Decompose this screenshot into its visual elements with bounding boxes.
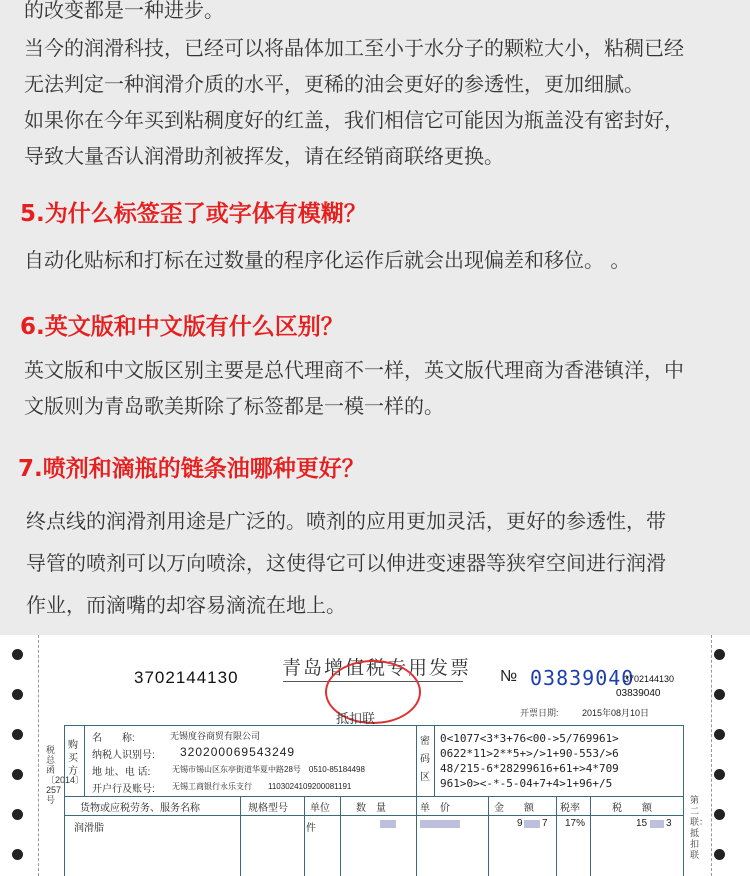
question-6-title: 6.英文版和中文版有什么区别？ [20, 314, 344, 340]
buyer-label: 购买方 [68, 740, 78, 777]
question-5-title: 5.为什么标签歪了或字体有模糊？ [20, 201, 367, 227]
invoice-code: 3702144130 [134, 668, 239, 687]
paragraph-1: 当今的润滑科技，已经可以将晶体加工至小于水分子的颗粒大小，粘稠已经 无法判定一种润滑介质的水平，更稀的油会更好的参透性，更加细腻。 [24, 36, 684, 96]
invoice-image [0, 635, 750, 876]
col-spec: 规格型号 [248, 803, 288, 814]
invoice-copy-label: 抵扣联 [336, 711, 376, 726]
cipher-label: 密码区 [420, 736, 430, 783]
col-unit: 单位 [310, 803, 330, 814]
buyer-addr: 无锡市锡山区东亭街道华夏中路28号 0510-85184498 [172, 765, 365, 774]
invoice-right-perforation [711, 635, 750, 876]
invoice-number: 03839040 [530, 666, 635, 690]
col-qty: 数 量 [356, 803, 386, 814]
item-tax-end: 3 [666, 818, 672, 829]
buyer-addr-label: 地 址、电 话: [92, 767, 151, 778]
question-5-answer: 自动化贴标和打标在过数量的程序化运作后就会出现偏差和移位。 。 [24, 248, 631, 272]
question-7-title: 7.喷剂和滴瓶的链条油哪种更好？ [18, 456, 365, 482]
col-rate: 税率 [560, 803, 580, 814]
buyer-tax-label: 纳税人识别号: [92, 750, 155, 761]
invoice-date-label: 开票日期: [520, 708, 559, 718]
col-amount: 金 额 [494, 803, 534, 814]
invoice-side-left: 税总函〔2014〕257号 [46, 745, 85, 805]
cipher-area: 0<1077<3*3+76<00->5/769961> 0622*11>2**5+>/>1+90-553/>6 48/215-6*28299616+61+>4*709 961>0><-*-5-04+7+4>1+96+/5 [440, 732, 619, 790]
col-price: 单 价 [420, 803, 450, 814]
buyer-bank-label: 开户行及账号: [92, 784, 155, 795]
item-name: 润滑脂 [74, 823, 104, 834]
item-rate: 17% [565, 818, 586, 829]
item-tax: 15 [636, 818, 648, 829]
invoice-no-label: № [500, 668, 518, 685]
paragraph-2: 如果你在今年买到粘稠度好的红盖，我们相信它可能因为瓶盖没有密封好， 导致大量否认润滑助剂被挥发，请在经销商联络更换。 [24, 108, 684, 168]
invoice-title: 青岛增值税专用发票 [282, 657, 472, 679]
question-7-answer: 终点线的润滑剂用途是广泛的。喷剂的应用更加灵活，更好的参透性，带 导管的喷剂可以万向喷涂，这使得它可以伸进变速器等狭窄空间进行润滑 作业，而滴嘴的却容易滴流在地上。 [26, 509, 666, 617]
invoice-code-small: 3702144130 [624, 674, 675, 684]
buyer-name-label: 名 称: [92, 733, 135, 744]
invoice-date: 2015年08月10日 [582, 708, 650, 718]
invoice-side-right: 第二联：抵扣联 [690, 795, 709, 860]
invoice-left-perforation [0, 635, 39, 876]
col-tax: 税 额 [612, 803, 652, 814]
buyer-name: 无锡度谷商贸有限公司 [170, 731, 261, 741]
invoice-number-small: 03839040 [616, 688, 661, 699]
buyer-bank: 无锡工商银行永乐支行 1103024109200081191 [172, 782, 352, 791]
question-6-answer: 英文版和中文版区别主要是总代理商不一样，英文版代理商为香港镇洋，中 文版则为青岛歌美斯除了标签都是一模一样的。 [24, 358, 684, 418]
buyer-tax-id: 320200069543249 [180, 745, 296, 759]
item-amount: 9 [517, 818, 523, 829]
item-unit: 件 [306, 823, 316, 834]
partial-line: 的改变都是一种进步。 [24, 0, 224, 22]
item-amount-end: 7 [542, 818, 548, 829]
col-goods: 货物或应税劳务、服务名称 [80, 803, 200, 814]
